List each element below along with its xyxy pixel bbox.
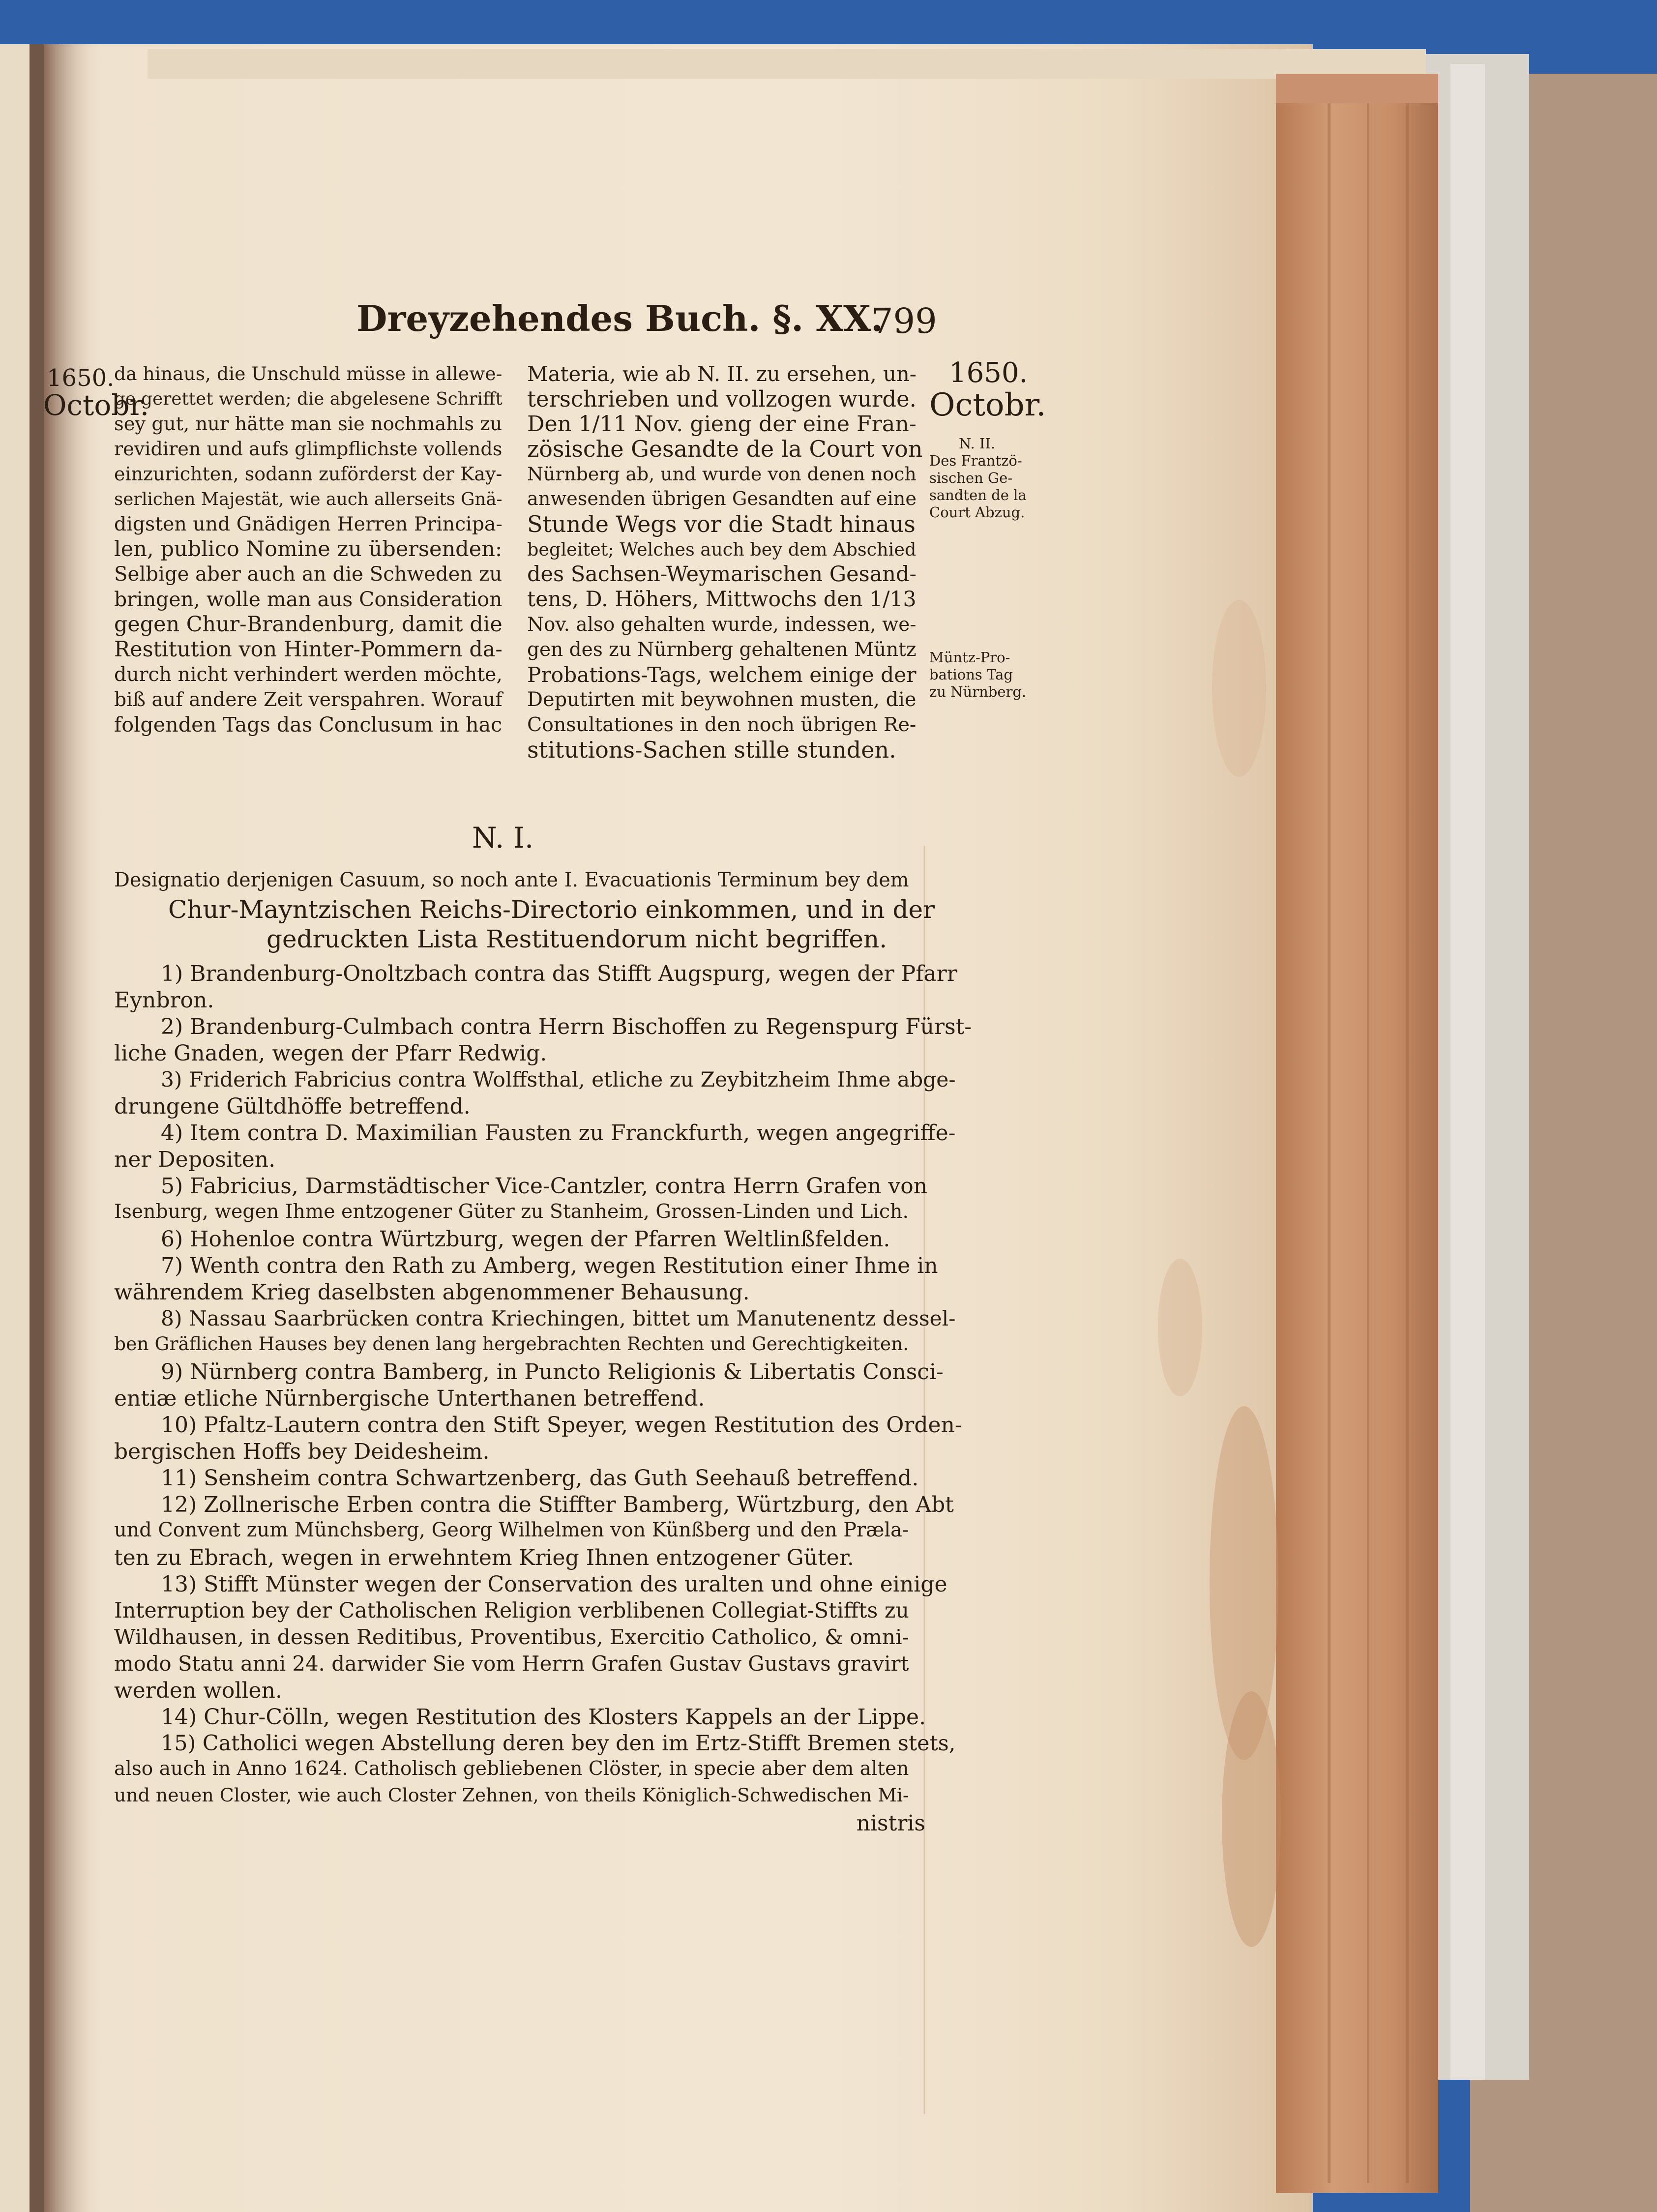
text-line: gegen Chur-Brandenburg, damit die (114, 612, 503, 637)
list-line: währendem Krieg daselbsten abgenommener Behausung. (114, 1280, 750, 1305)
text-line: Probations-Tags, welchem einige der (527, 663, 917, 687)
text-line: gen des zu Nürnberg gehaltenen Müntz (527, 639, 917, 661)
text-line: revidiren und aufs glimpflichste vollends (114, 438, 503, 460)
list-line: 12) Zollnerische Erben contra die Stiffter Bamberg, Würtzburg, den Abt (161, 1492, 954, 1517)
text-line: digsten und Gnädigen Herren Principa- (114, 513, 503, 535)
text-line: da hinaus, die Unschuld müsse in allewe- (114, 363, 503, 384)
text-line: folgenden Tags das Conclusum in hac (114, 713, 503, 737)
text-line: anwesenden übrigen Gesandten auf eine (527, 488, 917, 510)
list-line: 14) Chur-Cölln, wegen Restitution des Klosters Kappels an der Lippe. (161, 1705, 926, 1730)
text-line: begleitet; Welches auch bey dem Abschied (527, 539, 917, 560)
text-line: Consultationes in den noch übrigen Re- (527, 713, 917, 736)
text-line: des Sachsen-Weymarischen Gesand- (527, 562, 917, 587)
list-line: 5) Fabricius, Darmstädtischer Vice-Cantzler, contra Herrn Grafen von (161, 1174, 928, 1199)
list-line: drungene Gültdhöffe betreffend. (114, 1094, 471, 1119)
list-line: 9) Nürnberg contra Bamberg, in Puncto Religionis & Libertatis Consci- (161, 1359, 944, 1385)
designation-title (114, 865, 935, 959)
left-margin-year: 1650. (47, 364, 115, 392)
list-line: ben Gräflichen Hauses bey denen lang hergebrachten Rechten und Gerechtigkeiten. (114, 1333, 909, 1355)
text-line: ge gerettet werden; die abgelesene Schrifft (114, 389, 503, 409)
list-line: liche Gnaden, wegen der Pfarr Redwig. (114, 1041, 547, 1066)
running-title: Dreyzehendes Buch. §. XX. (356, 297, 884, 339)
list-line: Wildhausen, in dessen Reditibus, Proventibus, Exercitio Catholico, & omni- (114, 1625, 909, 1649)
list-line: 8) Nassau Saarbrücken contra Kriechingen, bittet um Manutenentz dessel- (161, 1306, 956, 1330)
list-line: ner Depositen. (114, 1147, 276, 1172)
list-line: 4) Item contra D. Maximilian Fausten zu Franckfurth, wegen angegriffe- (161, 1121, 956, 1146)
text-line: zösische Gesandte de la Court von (527, 437, 923, 462)
margin-note-line: Des Frantzö- (929, 452, 1022, 469)
text-line: terschrieben und vollzogen wurde. (527, 386, 917, 412)
text-line: einzurichten, sodann zuförderst der Kay- (114, 463, 503, 485)
left-margin-month: Octobr. (43, 388, 149, 422)
designation-line: gedruckten Lista Restituendorum nicht begriffen. (266, 925, 888, 953)
list-line: bergischen Hoffs bey Deidesheim. (114, 1439, 490, 1464)
margin-note-line: sandten de la (929, 487, 1027, 503)
list-line: 15) Catholici wegen Abstellung deren bey den im Ertz-Stifft Bremen stets, (161, 1731, 956, 1756)
text-line: durch nicht verhindert werden möchte, (114, 663, 503, 686)
text-line: Materia, wie ab N. II. zu ersehen, un- (527, 362, 917, 386)
list-line: 11) Sensheim contra Schwartzenberg, das Guth Seehauß betreffend. (161, 1466, 919, 1491)
list-line: Isenburg, wegen Ihme entzogener Güter zu Stanheim, Grossen-Linden und Lich. (114, 1200, 909, 1223)
text-column-right (527, 361, 924, 763)
text-line: Nov. also gehalten wurde, indessen, we- (527, 614, 917, 636)
right-margin-month: Octobr. (929, 387, 1046, 423)
margin-note-line: N. II. (959, 435, 996, 452)
list-line: 3) Friderich Fabricius contra Wolffsthal, etliche zu Zeybitzheim Ihme abge- (161, 1067, 956, 1091)
list-line: 6) Hohenloe contra Würtzburg, wegen der Pfarren Weltlinßfelden. (161, 1227, 890, 1252)
margin-note-line: sischen Ge- (929, 470, 1013, 486)
text-line: Den 1/11 Nov. gieng der eine Fran- (527, 412, 917, 437)
text-line: bringen, wolle man aus Consideration (114, 588, 503, 611)
margin-note-line: bations Tag (929, 666, 1013, 683)
text-line: Selbige aber auch an die Schweden zu (114, 563, 503, 586)
margin-note-line: Müntz-Pro- (929, 649, 1010, 666)
text-line: biß auf andere Zeit verspahren. Worauf (114, 689, 503, 711)
text-column-left (114, 361, 510, 737)
list-line: 13) Stifft Münster wegen der Conservation des uralten und ohne einige (161, 1572, 947, 1597)
text-line: tens, D. Höhers, Mittwochs den 1/13 (527, 588, 917, 612)
list-line: Interruption bey der Catholischen Religion verblibenen Collegiat-Stiffts zu (114, 1598, 909, 1623)
list-line: nistris (856, 1811, 925, 1836)
text-line: stitutions-Sachen stille stunden. (527, 737, 896, 763)
text-line: Nürnberg ab, und wurde von denen noch (527, 463, 917, 485)
list-line: und neuen Closter, wie auch Closter Zehnen, von theils Königlich-Schwedischen Mi- (114, 1784, 909, 1806)
text-line: Stunde Wegs vor die Stadt hinaus (527, 512, 916, 537)
list-line: 2) Brandenburg-Culmbach contra Herrn Bischoffen zu Regenspurg Fürst- (161, 1014, 972, 1039)
section-heading: N. I. (472, 821, 534, 855)
margin-note-line: Court Abzug. (929, 504, 1025, 521)
designation-line: Designatio derjenigen Casuum, so noch ante I. Evacuationis Terminum bey dem (114, 869, 909, 891)
list-line: 10) Pfaltz-Lautern contra den Stift Speyer, wegen Restitution des Orden- (161, 1413, 962, 1438)
text-line: len, publico Nomine zu übersenden: (114, 537, 503, 561)
margin-note-departure (929, 435, 1033, 521)
list-line: ten zu Ebrach, wegen in erwehntem Krieg Ihnen entzogener Güter. (114, 1545, 854, 1570)
list-line: werden wollen. (114, 1678, 282, 1703)
designation-line: Chur-Mayntzischen Reichs-Directorio einkommen, und in der (168, 895, 935, 924)
list-line: und Convent zum Münchsberg, Georg Wilhelmen von Künßberg und den Præla- (114, 1519, 909, 1541)
text-line: sey gut, nur hätte man sie nochmahls zu (114, 413, 503, 435)
list-line: entiæ etliche Nürnbergische Unterthanen betreffend. (114, 1386, 705, 1411)
list-line: modo Statu anni 24. darwider Sie vom Herrn Grafen Gustav Gustavs gravirt (114, 1652, 909, 1676)
text-line: serlichen Majestät, wie auch allerseits Gnä- (114, 489, 503, 509)
right-margin-year: 1650. (949, 357, 1028, 389)
text-line: Deputirten mit beywohnen musten, die (527, 688, 917, 711)
text-line: Restitution von Hinter-Pommern da- (114, 637, 503, 662)
list-line: Eynbron. (114, 988, 214, 1013)
list-line: also auch in Anno 1624. Catholisch gebliebenen Clöster, in specie aber dem alten (114, 1758, 909, 1780)
list-line: 7) Wenth contra den Rath zu Amberg, wegen Restitution einer Ihme in (161, 1253, 938, 1278)
list-line: 1) Brandenburg-Onoltzbach contra das Stifft Augspurg, wegen der Pfarr (161, 961, 957, 986)
margin-note-mint (929, 649, 1033, 701)
restitution-list (114, 961, 972, 1895)
page-number: 799 (871, 301, 937, 341)
margin-note-line: zu Nürnberg. (929, 683, 1027, 700)
